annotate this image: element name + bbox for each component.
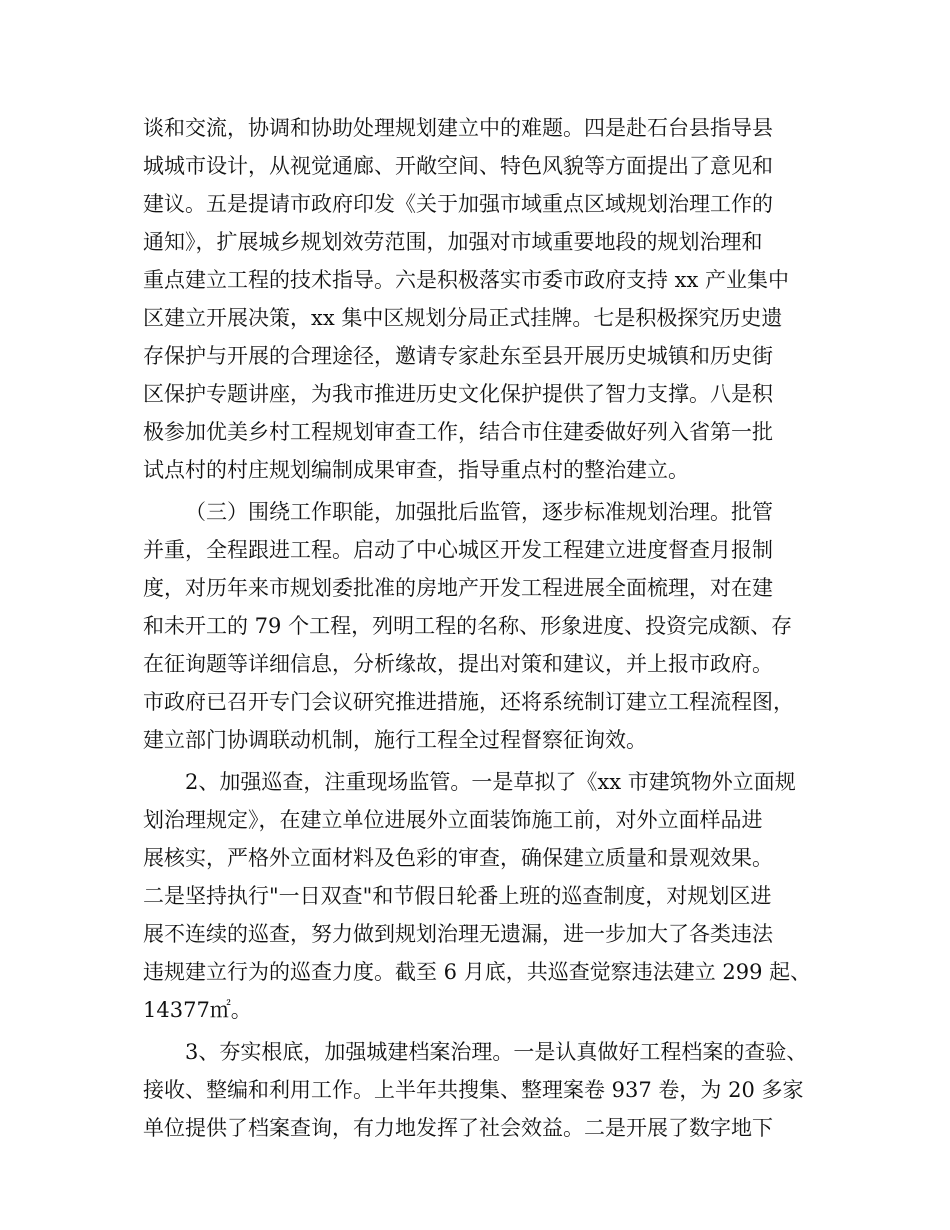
text-line: 度，对历年来市规划委批准的房地产开发工程进展全面梳理，对在建 xyxy=(143,576,773,600)
text-line: 违规建立行为的巡查力度。截至 6 月底，共巡查觉察违法建立 299 起、 xyxy=(143,960,812,984)
text-line: 在征询题等详细信息，分析缘故，提出对策和建议，并上报市政府。 xyxy=(143,652,773,676)
text-line: 和未开工的 79 个工程，列明工程的名称、形象进度、投资完成额、存 xyxy=(143,614,793,638)
text-line: 二是坚持执行"一日双查"和节假日轮番上班的巡查制度，对规划区进 xyxy=(143,884,772,908)
text-line: 建立部门协调联动机制，施行工程全过程督察征询效。 xyxy=(143,728,647,752)
paragraph-start-line: 2、加强巡查，注重现场监管。一是草拟了《xx 市建筑物外立面规 xyxy=(185,770,796,794)
text-line: 展不连续的巡查，努力做到规划治理无遗漏，进一步加大了各类违法 xyxy=(143,922,773,946)
text-line: 并重，全程跟进工程。启动了中心城区开发工程建立进度督查月报制 xyxy=(143,538,773,562)
text-line: 重点建立工程的技术指导。六是积极落实市委市政府支持 xx 产业集中 xyxy=(143,268,790,292)
text-line: 单位提供了档案查询，有力地发挥了社会效益。二是开展了数字地下 xyxy=(143,1116,773,1140)
text-line: 展核实，严格外立面材料及色彩的审查，确保建立质量和景观效果。 xyxy=(143,846,773,870)
text-line: 城城市设计，从视觉通廊、开敞空间、特色风貌等方面提出了意见和 xyxy=(143,154,773,178)
section-heading-line: （三）围绕工作职能，加强批后监管，逐步标准规划治理。批管 xyxy=(185,500,773,524)
text-line: 市政府已召开专门会议研究推进措施，还将系统制订建立工程流程图， xyxy=(143,690,794,714)
text-line: 试点村的村庄规划编制成果审查，指导重点村的整治建立。 xyxy=(143,458,689,482)
text-line: 14377㎡。 xyxy=(143,998,252,1022)
text-line: 谈和交流，协调和协助处理规划建立中的难题。四是赴石台县指导县 xyxy=(143,116,773,140)
text-line: 存保护与开展的合理途径，邀请专家赴东至县开展历史城镇和历史街 xyxy=(143,344,773,368)
text-line: 划治理规定》，在建立单位进展外立面装饰施工前，对外立面样品进 xyxy=(143,808,763,832)
text-line: 区保护专题讲座，为我市推进历史文化保护提供了智力支撑。八是积 xyxy=(143,382,773,406)
text-line: 接收、整编和利用工作。上半年共搜集、整理案卷 937 卷，为 20 多家 xyxy=(143,1078,804,1102)
text-line: 极参加优美乡村工程规划审查工作，结合市住建委做好列入省第一批 xyxy=(143,420,773,444)
text-line: 区建立开展决策，xx 集中区规划分局正式挂牌。七是积极探究历史遗 xyxy=(143,306,783,330)
text-line: 建议。五是提请市政府印发《关于加强市域重点区域规划治理工作的 xyxy=(143,192,773,216)
paragraph-start-line: 3、夯实根底，加强城建档案治理。一是认真做好工程档案的查验、 xyxy=(185,1040,808,1064)
text-line: 通知》，扩展城乡规划效劳范围，加强对市域重要地段的规划治理和 xyxy=(143,230,763,254)
